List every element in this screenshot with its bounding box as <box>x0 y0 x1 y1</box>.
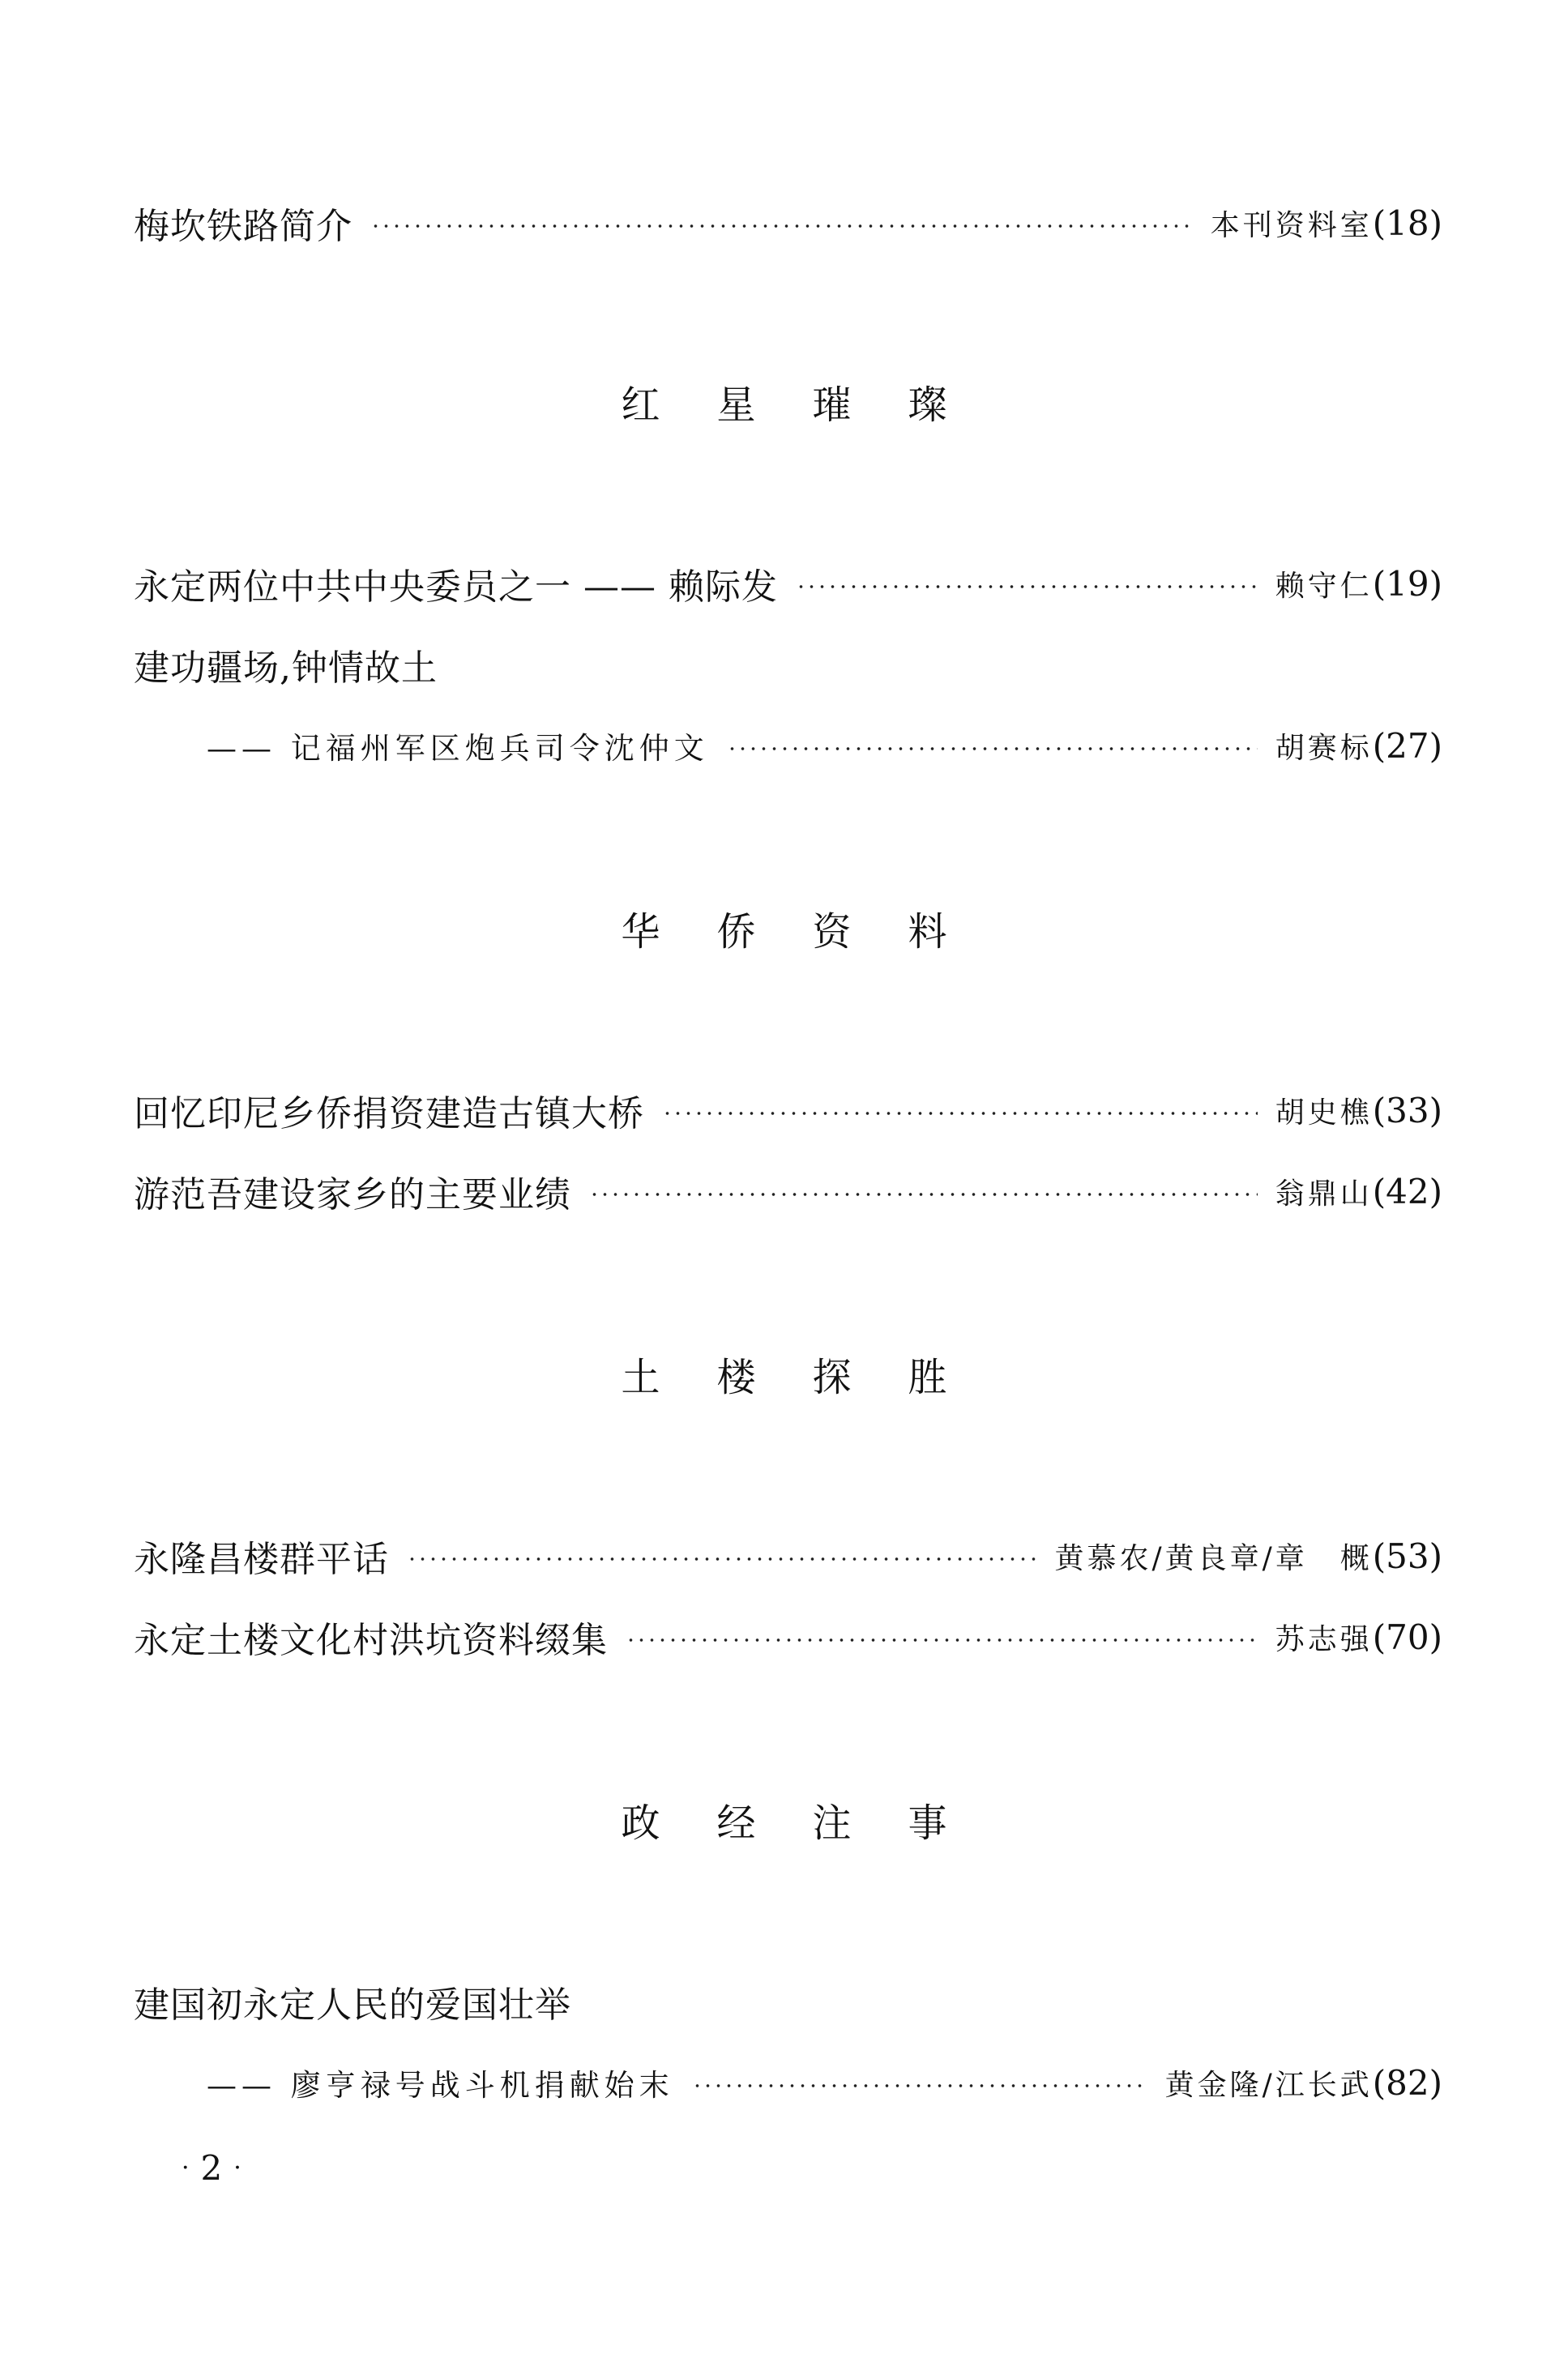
toc-entry-title: 回忆印尼乡侨捐资建造古镇大桥 <box>134 1093 644 1134</box>
toc-entry-author: 苏志强(70) <box>1275 1617 1442 1657</box>
toc-entry[interactable] <box>134 1163 1442 1220</box>
toc-entry-subtitle-text: —— 廖亨禄号战斗机捐献始末 <box>207 2068 674 2103</box>
section-heading: 土楼探胜 <box>621 1354 1004 1400</box>
toc-entry[interactable] <box>134 1082 1442 1139</box>
dot-leader <box>370 224 1193 229</box>
dot-leader <box>589 1192 1258 1197</box>
toc-entry-page: (42) <box>1372 1171 1442 1211</box>
page-number-dot-right: · <box>233 2153 241 2182</box>
section-heading: 华侨资料 <box>621 908 1004 955</box>
toc-entry-title: 永定土楼文化村洪坑资料缀集 <box>134 1620 608 1661</box>
dot-leader <box>407 1557 1037 1561</box>
toc-entry[interactable] <box>134 194 1442 251</box>
toc-entry-title: 建功疆场,钟情故土 <box>134 647 438 689</box>
dot-leader <box>727 746 1258 751</box>
section-heading: 红星璀璨 <box>621 382 1004 428</box>
toc-entry-page: (70) <box>1372 1617 1442 1657</box>
toc-entry-page: (18) <box>1372 203 1442 243</box>
page-number-text: 2 <box>200 2147 223 2188</box>
dot-leader <box>692 2083 1147 2088</box>
toc-entry-page: (27) <box>1372 725 1442 766</box>
dot-leader <box>626 1638 1258 1643</box>
dot-leader <box>796 584 1258 589</box>
toc-entry[interactable] <box>134 555 1442 612</box>
toc-entry-heading[interactable] <box>134 636 438 693</box>
toc-entry-page: (19) <box>1372 563 1442 604</box>
toc-entry-author: 翁鼎山(42) <box>1275 1171 1442 1211</box>
toc-entry-title: 建国初永定人民的爱国壮举 <box>134 1984 571 2026</box>
toc-entry-title: 永定两位中共中央委员之一 —— 赖际发 <box>134 566 778 608</box>
toc-entry-title: 游范吾建设家乡的主要业绩 <box>134 1174 571 1215</box>
toc-entry-heading[interactable] <box>134 1973 571 2030</box>
toc-entry[interactable] <box>134 1527 1442 1584</box>
toc-entry-author: 黄慕农/黄良章/章 概(53) <box>1054 1536 1442 1576</box>
toc-entry-title: 永隆昌楼群平话 <box>134 1539 389 1580</box>
toc-entry-author: 胡史樵(33) <box>1275 1090 1442 1130</box>
toc-entry-subtitle[interactable] <box>207 2054 1442 2111</box>
toc-entry[interactable] <box>134 1608 1442 1665</box>
toc-entry-author: 黄金隆/江长武(82) <box>1164 2062 1442 2103</box>
toc-entry-subtitle-text: —— 记福州军区炮兵司令沈仲文 <box>207 731 709 766</box>
toc-entry-author: 赖守仁(19) <box>1275 563 1442 604</box>
toc-entry-page: (82) <box>1372 2062 1442 2103</box>
toc-entry-title: 梅坎铁路简介 <box>134 206 352 247</box>
toc-entry-subtitle[interactable] <box>207 717 1442 774</box>
section-heading: 政经注事 <box>621 1800 1004 1846</box>
toc-entry-author: 胡赛标(27) <box>1275 725 1442 766</box>
toc-entry-page: (53) <box>1372 1536 1442 1576</box>
toc-entry-page: (33) <box>1372 1090 1442 1130</box>
page-number-dot-left: · <box>182 2153 190 2182</box>
toc-entry-author: 本刊资料室(18) <box>1210 203 1442 243</box>
dot-leader <box>662 1111 1258 1116</box>
page-number <box>170 2143 253 2192</box>
